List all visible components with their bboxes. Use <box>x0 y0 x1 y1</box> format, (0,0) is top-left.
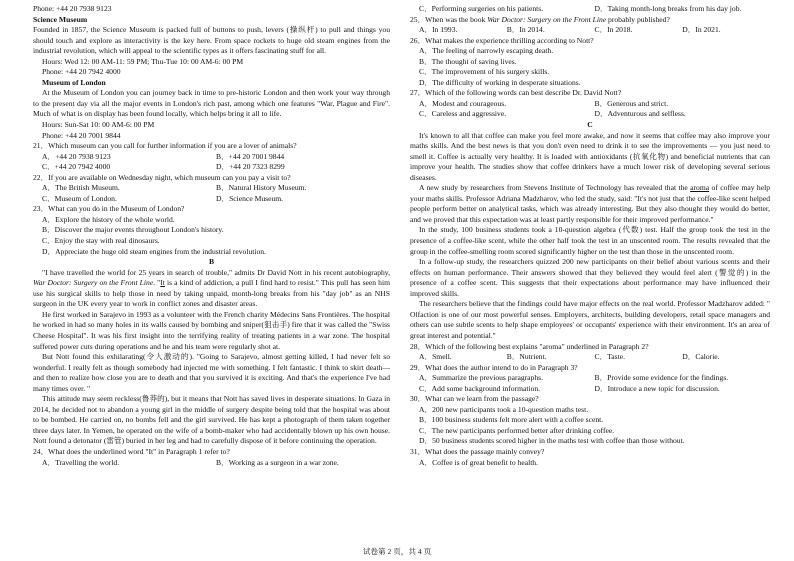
question-24-options <box>33 458 390 469</box>
passage-b-p1-text-b: . " <box>153 278 161 288</box>
passage-b-p1-text-a: "I have travelled the world for 25 years in search of trouble," admits Dr David Nott in his recent autobiography, <box>42 267 390 277</box>
passage-b-paragraph-4: This attitude may seem reckless(鲁莽的), but it means that Nott has saved lives in desperate situations. In Gaza in 2014, he decided not to abandon a young girl in the middle of surgery despite being told that the hospital was about to be bombed. He carried on, no bombs fell and the girl survived. He has kept a photograph of them taken together three days later. In Yemen, he operated on the wife of a bomb-maker who had accidentally blown up his own house. Nott found a detonator (雷管) buried in her leg and had to carefully dispose of it before continuing the operation. <box>33 394 390 446</box>
passage-b-paragraph-3: But Nott found this exhilarating(令人激动的). "Going to Sarajevo, almost getting killed, I had never felt so wonderful. I really felt as though somebody had injected me with something. I felt fantastic. I think to skirt death—and then to realize how close you are to death and that you survived it is exciting. And that's the experience I've had many times over. " <box>33 352 390 393</box>
option-24a[interactable]: A．Travelling the world. <box>42 457 120 467</box>
question-21-options <box>33 152 390 163</box>
option-21c[interactable]: C．+44 20 7942 4000 <box>42 162 111 172</box>
section-c-heading: C <box>587 120 593 130</box>
right-column <box>410 4 770 468</box>
option-25b[interactable]: B．In 2014. <box>506 25 545 35</box>
passage-c-paragraph-5: The researchers believe that the findings could have major effects on the real world. Professor Madzharov added: " Olfaction is one of our most powerful senses. Employers, architects, building developers, retail space managers and others can use subtle scents to help shape employees' or occupants' experience with their environment. It's an area of great interest and potential." <box>410 299 770 340</box>
question-25-text-a: 25．When was the book <box>410 14 488 24</box>
question-25 <box>410 15 770 26</box>
question-28-options <box>410 352 770 363</box>
passage-b-p1-text-c: is a kind of addiction, a pull I find hard to resist." This pull has seen him use his surgical skills to help those in need by taking unpaid, month-long breaks from his "day job" as an NHS surgeon in the UK every year to work in conflict zones and disaster areas. <box>33 278 390 309</box>
option-22c[interactable]: C．Museum of London. <box>42 193 117 203</box>
option-26b[interactable]: B．The thought of saving lives. <box>419 56 517 66</box>
question-29-options <box>410 373 770 384</box>
option-23c[interactable]: C．Enjoy the stay with real dinosaurs. <box>42 236 160 246</box>
question-28: 28．Which of the following best explains "aroma" underlined in Paragraph 2? <box>410 341 649 351</box>
option-25c[interactable]: C．In 2018. <box>594 25 633 35</box>
question-27: 27．Which of the following words can best describe Dr. David Nott? <box>410 88 622 98</box>
passage-c-paragraph-4: In a follow-up study, the researchers quizzed 200 new participants on their belief about various scents and their effects on human performance. Their answers showed that they believed they would feel alert (警觉的) in the presence of a coffee scent. This suggests that their expectations about performance may have influenced their improved skills. <box>410 257 770 298</box>
passage-c-paragraph-2 <box>410 183 770 225</box>
option-25a[interactable]: A．In 1993. <box>419 25 458 35</box>
section-b-heading: B <box>208 257 215 267</box>
question-27-options <box>410 99 770 110</box>
question-21-options-2 <box>33 162 390 173</box>
option-28b[interactable]: B．Nutrient. <box>506 352 547 362</box>
question-24: 24．What does the underlined word "It" in Paragraph 1 refer to? <box>33 446 230 456</box>
option-29d[interactable]: D．Introduce a new topic for discussion. <box>594 383 720 393</box>
option-30c[interactable]: C．The new participants performed better after drinking coffee. <box>419 425 615 435</box>
option-31a[interactable]: A．Coffee is of great benefit to health. <box>419 457 539 467</box>
passage-b-paragraph-2: He first worked in Sarajevo in 1993 as a volunteer with the French charity Médecins Sans Frontières. The hospital he worked in had so many holes in its walls caused by bombing and sniper(狙击手) fire that it was called the "Swiss Cheese Hospital". It was his first insight into the terrifying reality of treating patients in a war zone. The hospital suffered power cuts during operations and he and his team were regularly shot at. <box>33 309 390 351</box>
option-26c[interactable]: C．The improvement of his surgery skills. <box>419 67 550 77</box>
option-27c[interactable]: C．Careless and aggressive. <box>419 109 507 119</box>
question-31: 31．What does the passage mainly convey? <box>410 446 545 456</box>
question-25-book-title: War Doctor: Surgery on the Front Line <box>487 14 607 24</box>
question-26: 26．What makes the experience thrilling according to Nott? <box>410 35 594 45</box>
option-27a[interactable]: A．Modest and courageous. <box>419 98 507 108</box>
science-museum-phone: Phone: +44 20 7942 4000 <box>42 67 121 77</box>
question-23: 23．What can you do in the Museum of London? <box>33 204 185 214</box>
option-29a[interactable]: A．Summarize the previous paragraphs. <box>419 373 543 383</box>
science-museum-hours: Hours: Wed 12: 00 AM-11: 59 PM; Thu-Tue 10: 00 AM-6: 00 PM <box>42 56 244 66</box>
question-25-options <box>410 25 770 36</box>
option-23b[interactable]: B．Discover the major events throughout London's history. <box>42 225 224 235</box>
museum-of-london-hours: Hours: Sun-Sat 10: 00 AM-6: 00 PM <box>42 120 155 130</box>
option-23a[interactable]: A．Explore the history of the whole world. <box>42 214 175 224</box>
left-column <box>33 4 390 468</box>
option-26d[interactable]: D．The difficulty of working in desperate situations. <box>419 77 581 87</box>
option-27d[interactable]: D．Adventurous and selfless. <box>594 109 686 119</box>
option-22a[interactable]: A．The British Museum. <box>42 183 120 193</box>
question-30: 30．What can we learn from the passage? <box>410 394 539 404</box>
option-21d[interactable]: D．+44 20 7323 8299 <box>216 162 285 172</box>
question-22-options-2 <box>33 194 390 205</box>
passage-b-paragraph-1 <box>33 268 390 310</box>
museum-of-london-phone: Phone: +44 20 7001 9844 <box>42 130 121 140</box>
museum-of-london-title: Museum of London <box>42 77 106 87</box>
option-26a[interactable]: A．The feeling of narrowly escaping death. <box>419 46 554 56</box>
science-museum-description: Founded in 1857, the Science Museum is packed full of buttons to push, levers (操纵杆) to pull and things you should touch and explore as interactivity is the key here. From space rockets to huge old steam engines from the industrial revolution, which will appeal to the scientific types as it offers fascinating stuff for all. <box>33 25 390 56</box>
question-29: 29．What does the author intend to do in Paragraph 3? <box>410 362 578 372</box>
book-title: War Doctor: Surgery on the Front Line <box>33 278 154 288</box>
question-24-options-2 <box>410 4 770 15</box>
british-museum-phone: Phone: +44 20 7938 9123 <box>33 4 112 13</box>
question-27-options-2 <box>410 109 770 120</box>
option-22d[interactable]: D．Science Museum. <box>216 193 284 203</box>
passage-c-paragraph-3: In the study, 100 business students took a 10-question algebra (代数) test. Half the group took the test in the presence of a coffee-like scent, while the other half took the test in an unscented room. The results revealed that the group in the coffee-smelling room scored significantly higher on the test than those in the unscented room. <box>410 225 770 256</box>
option-28d[interactable]: D．Calorie. <box>682 352 720 362</box>
option-23d[interactable]: D．Appreciate the huge old steam engines from the industrial revolution. <box>42 246 266 256</box>
option-22b[interactable]: B．Natural History Museum. <box>216 183 307 193</box>
question-22: 22．If you are available on Wednesday night, which museum can you pay a visit to? <box>33 172 291 182</box>
underlined-it: It <box>160 278 165 288</box>
passage-c-paragraph-1: It's known to all that coffee can make you feel more awake, and now it seems that coffee may also improve your maths skills. And the best news is that you don't even need to drink it to see the improvements — you just need to smell it. Coffee is actually very healthy. It is loaded with antioxidants (抗氧化物) and beneficial nutrients that can improve your health. The studies show that coffee drinkers have a much lower risk of developing several serious diseases. <box>410 130 770 182</box>
underlined-aroma: aroma <box>690 183 710 193</box>
option-28c[interactable]: C．Taste. <box>594 352 625 362</box>
option-30d[interactable]: D．50 business students scored higher in the maths test with coffee than those without. <box>419 436 685 446</box>
museum-of-london-description: At the Museum of London you can journey back in time to pre-historic London and then work your way through to the present day via all the major events in London's rich past, among which one features "War, Plague and Fire". Much of what is on display has been found locally, which helps bring it all to life. <box>33 88 390 119</box>
option-27b[interactable]: B．Generous and strict. <box>594 98 669 108</box>
passage-c-p2-text-b: of coffee may help your maths skills. Professor Adriana Madzharov, who led the study, said: "It's not just that the coffee-like scent helped people perform better on analytical tasks, which was already interesting. But they also thought they would do better, and we proved that this expectation was at least partly responsible for their improved performance." <box>410 183 770 224</box>
page-footer: 试卷第 2 页，共 4 页 <box>362 547 432 556</box>
question-25-text-b: probably published? <box>606 14 670 24</box>
option-28a[interactable]: A．Smell. <box>419 352 452 362</box>
question-29-options-2 <box>410 384 770 395</box>
option-24b[interactable]: B．Working as a surgeon in a war zone. <box>216 457 339 467</box>
option-25d[interactable]: D．In 2021. <box>682 25 721 35</box>
option-30b[interactable]: B．100 business students felt more alert with a coffee scent. <box>419 415 604 425</box>
option-29b[interactable]: B．Provide some evidence for the findings. <box>594 373 729 383</box>
option-29c[interactable]: C．Add some background information. <box>419 383 541 393</box>
passage-c-p2-text-a: A new study by researchers from Stevens Institute of Technology has revealed that the <box>419 183 691 193</box>
question-22-options <box>33 183 390 194</box>
question-21: 21．Which museum can you call for further information if you are a lover of animals? <box>33 141 297 151</box>
option-24d[interactable]: D．Taking month-long breaks from his day job. <box>594 4 742 13</box>
option-21b[interactable]: B．+44 20 7001 9844 <box>216 151 285 161</box>
option-24c[interactable]: C．Performing surgeries on his patients. <box>419 4 544 13</box>
option-21a[interactable]: A．+44 20 7938 9123 <box>42 151 111 161</box>
option-30a[interactable]: A．200 new participants took a 10-question maths test. <box>419 404 589 414</box>
science-museum-title: Science Museum <box>33 14 88 24</box>
